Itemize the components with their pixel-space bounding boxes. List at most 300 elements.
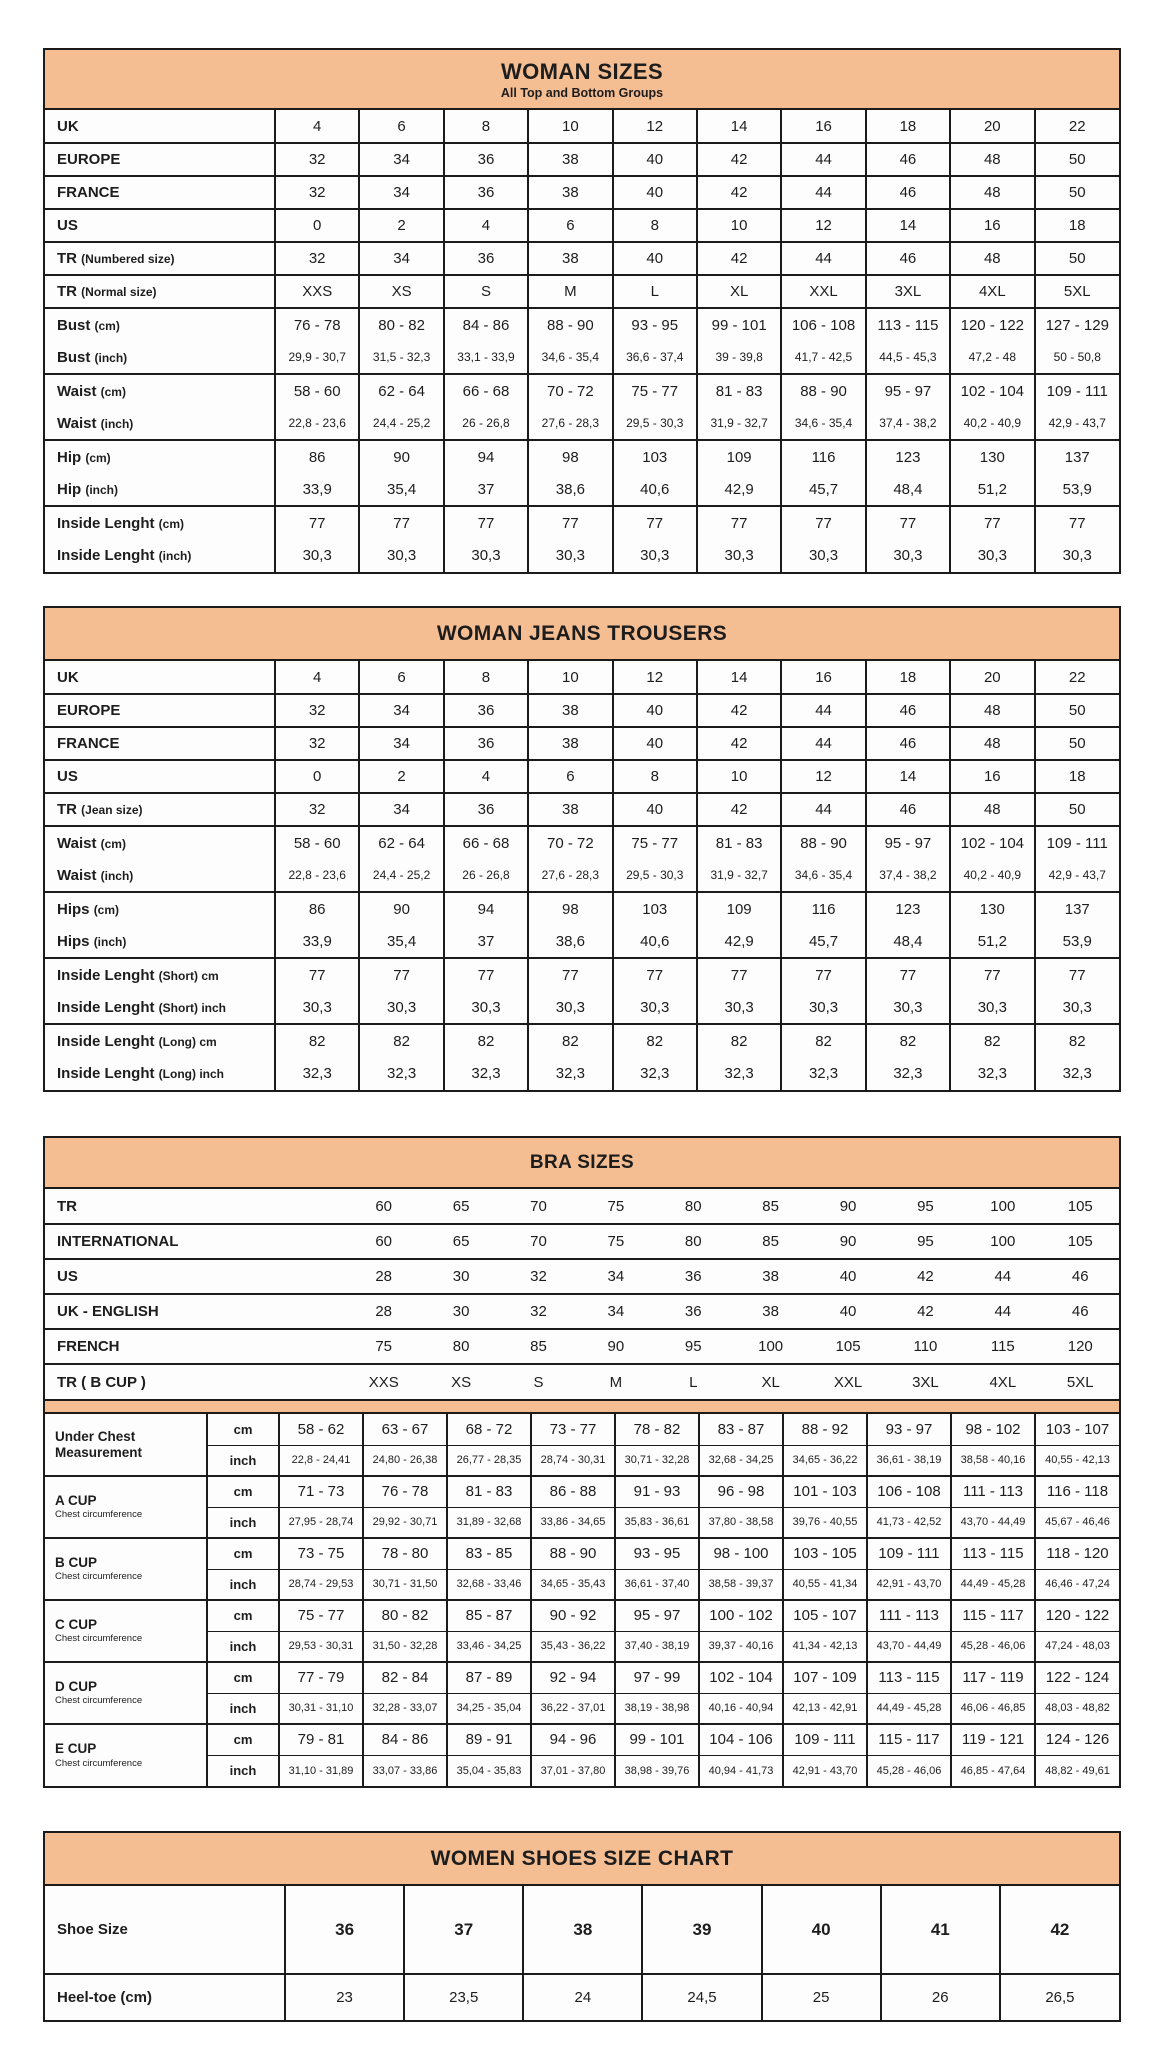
size-value: 48,4 <box>866 925 950 958</box>
row-label <box>45 694 275 727</box>
size-value: 63 - 67 <box>363 1414 447 1445</box>
size-value: 30,3 <box>781 991 865 1024</box>
unit-inch-label: inch <box>207 1507 279 1538</box>
size-value: 40 <box>613 793 697 826</box>
size-value: 32 <box>500 1294 577 1329</box>
size-value: 35,04 - 35,83 <box>447 1755 531 1786</box>
size-value: 137 <box>1035 892 1119 925</box>
size-value: 20 <box>950 110 1034 143</box>
size-value: 60 <box>375 1197 393 1215</box>
size-value: 82 <box>697 1024 781 1057</box>
size-value: 12 <box>613 661 697 694</box>
cup-label-text: C CUP <box>55 1616 98 1632</box>
size-value: 113 - 115 <box>867 1662 951 1693</box>
size-value: 83 - 87 <box>699 1414 783 1445</box>
size-value: 2 <box>359 209 443 242</box>
size-value: 123 <box>866 892 950 925</box>
size-value: 42,9 - 43,7 <box>1035 407 1119 440</box>
woman-sizes-header <box>45 50 1119 110</box>
size-value: 30,3 <box>697 991 781 1024</box>
row-label-text: Shoe Size <box>57 1921 128 1938</box>
size-value: 62 - 64 <box>359 374 443 407</box>
row-label-text: Waist <box>57 414 97 432</box>
size-value: 76 - 78 <box>275 308 359 341</box>
size-value: 93 - 95 <box>613 308 697 341</box>
row-label-text: INTERNATIONAL <box>57 1233 179 1250</box>
size-value: XS <box>422 1364 499 1399</box>
size-value: 77 <box>950 506 1034 539</box>
row-label-text: Inside Lenght <box>57 1032 155 1050</box>
size-value: 30,3 <box>275 991 359 1024</box>
size-value: 77 <box>359 506 443 539</box>
size-value: 47,24 - 48,03 <box>1035 1631 1119 1662</box>
size-value: 35,4 <box>359 925 443 958</box>
size-value: 86 <box>275 440 359 473</box>
size-value: 30,3 <box>444 991 528 1024</box>
row-label-unit: (cm) <box>94 318 120 333</box>
row-label-text: Inside Lenght <box>57 1065 155 1082</box>
table-row <box>45 1600 1119 1631</box>
size-value: 95 - 97 <box>615 1600 699 1631</box>
size-value: 38,6 <box>528 473 612 506</box>
size-value: 44 <box>781 694 865 727</box>
size-value: 33,9 <box>275 925 359 958</box>
table-row <box>45 1024 1119 1057</box>
size-value: 50 <box>1035 242 1119 275</box>
size-value: 26 <box>881 1974 1000 2020</box>
size-value: 27,95 - 28,74 <box>279 1507 363 1538</box>
table-row <box>45 374 1119 407</box>
cup-label-sub: Chest circumference <box>55 1633 143 1645</box>
cup-label <box>45 1600 207 1662</box>
size-value: 50 <box>1035 176 1119 209</box>
size-value: 10 <box>528 661 612 694</box>
row-label <box>45 925 275 958</box>
size-value: 46 <box>866 694 950 727</box>
size-value: 78 - 82 <box>615 1414 699 1445</box>
table-title: WOMAN JEANS TROUSERS <box>436 622 728 645</box>
table-row <box>45 1507 1119 1538</box>
size-value: 32,68 - 33,46 <box>447 1569 531 1600</box>
row-label-text: Inside Lenght <box>57 966 155 984</box>
unit-cm-label: cm <box>207 1662 279 1693</box>
table-title: BRA SIZES <box>529 1152 635 1173</box>
size-value: 29,92 - 30,71 <box>363 1507 447 1538</box>
table-title: WOMEN SHOES SIZE CHART <box>430 1847 734 1870</box>
size-value: 40 <box>613 727 697 760</box>
size-value: 48 <box>950 694 1034 727</box>
size-value: 40,94 - 41,73 <box>699 1755 783 1786</box>
table-row <box>45 1445 1119 1476</box>
size-value: 77 <box>1035 958 1119 991</box>
size-value: 30,3 <box>697 539 781 572</box>
row-label-unit: (Long) inch <box>158 1067 224 1081</box>
size-value: 32,3 <box>866 1057 950 1090</box>
size-value: 119 - 121 <box>951 1724 1035 1755</box>
size-value: 23 <box>285 1974 404 2020</box>
table-row <box>45 1631 1119 1662</box>
size-value: 30,3 <box>528 539 612 572</box>
table-row <box>45 1329 1119 1364</box>
row-label-unit: (inch) <box>100 416 134 431</box>
row-label-text: Hip <box>57 480 82 498</box>
size-value: 10 <box>697 760 781 793</box>
size-value: 120 - 122 <box>950 308 1034 341</box>
size-value: 32,3 <box>444 1057 528 1090</box>
size-value: 33,46 - 34,25 <box>447 1631 531 1662</box>
cup-label <box>45 1414 207 1476</box>
row-label-unit: (cm) <box>85 450 111 465</box>
table-row <box>45 1414 1119 1445</box>
row-label-unit: (inch) <box>94 350 128 365</box>
size-value: 106 - 108 <box>867 1476 951 1507</box>
shoes-grid <box>45 1886 1119 2020</box>
size-value: 98 - 100 <box>699 1538 783 1569</box>
size-value: 78 - 80 <box>363 1538 447 1569</box>
unit-inch-label: inch <box>207 1693 279 1724</box>
size-value: 30 <box>422 1294 499 1329</box>
row-label-unit: (inch) <box>93 934 127 949</box>
size-value: 124 - 126 <box>1035 1724 1119 1755</box>
size-value: 34,65 - 36,22 <box>783 1445 867 1476</box>
size-value: 77 <box>444 958 528 991</box>
size-value: 30,3 <box>613 991 697 1024</box>
size-value: 44 <box>781 793 865 826</box>
row-label <box>45 1224 345 1259</box>
size-value: 18 <box>1035 760 1119 793</box>
size-value: 16 <box>950 760 1034 793</box>
size-value: 38,19 - 38,98 <box>615 1693 699 1724</box>
size-value: 46,46 - 47,24 <box>1035 1569 1119 1600</box>
size-value: 24,4 - 25,2 <box>359 407 443 440</box>
size-value: XXL <box>781 275 865 308</box>
size-value: 45,7 <box>781 473 865 506</box>
row-label <box>45 727 275 760</box>
size-value: 79 - 81 <box>279 1724 363 1755</box>
row-label-text: US <box>57 768 78 785</box>
size-value: 4 <box>444 209 528 242</box>
size-value: 77 <box>697 958 781 991</box>
size-value: 70 <box>500 1224 577 1259</box>
shoes-header <box>45 1833 1119 1886</box>
table-title: WOMAN SIZES <box>500 59 664 84</box>
size-value: 0 <box>275 760 359 793</box>
size-value: 77 <box>613 958 697 991</box>
size-value: 38 <box>528 727 612 760</box>
size-value: 75 <box>345 1329 422 1364</box>
size-value: 88 - 90 <box>531 1538 615 1569</box>
size-value: 16 <box>950 209 1034 242</box>
size-value: 75 <box>577 1224 654 1259</box>
row-label <box>45 341 275 374</box>
size-value: 24,4 - 25,2 <box>359 859 443 892</box>
size-value: 48 <box>950 176 1034 209</box>
size-value: 85 <box>762 1197 779 1215</box>
row-label-text: Bust <box>57 316 91 334</box>
size-value: 90 <box>577 1329 654 1364</box>
size-value: 96 - 98 <box>699 1476 783 1507</box>
size-value: 4 <box>275 661 359 694</box>
size-value: 42,91 - 43,70 <box>867 1569 951 1600</box>
size-value: 104 - 106 <box>699 1724 783 1755</box>
table-row <box>45 440 1119 473</box>
size-value: 6 <box>359 661 443 694</box>
size-value: 95 <box>917 1197 934 1215</box>
size-value: 36 <box>655 1259 732 1294</box>
size-value: 75 - 77 <box>279 1600 363 1631</box>
size-value: 82 <box>359 1024 443 1057</box>
size-value: 4XL <box>964 1364 1041 1399</box>
size-value: L <box>655 1364 732 1399</box>
size-value: 58 - 60 <box>275 374 359 407</box>
size-value: 65 <box>452 1197 470 1215</box>
table-row <box>45 176 1119 209</box>
size-value: 31,50 - 32,28 <box>363 1631 447 1662</box>
size-value: 32,3 <box>950 1057 1034 1090</box>
table-row <box>45 1189 1119 1224</box>
row-label-unit: (Short) inch <box>158 1000 226 1015</box>
size-value: 44 <box>781 727 865 760</box>
size-value: 30,3 <box>444 539 528 572</box>
size-value: 8 <box>613 209 697 242</box>
size-value: 37 <box>404 1886 523 1974</box>
size-value: 8 <box>444 661 528 694</box>
size-value: 25 <box>762 1974 881 2020</box>
table-row <box>45 1057 1119 1090</box>
size-value: 77 <box>1035 506 1119 539</box>
size-value: 53,9 <box>1035 473 1119 506</box>
row-label-text: Inside Lenght <box>57 998 155 1016</box>
size-value: 14 <box>697 661 781 694</box>
size-value: 38,6 <box>528 925 612 958</box>
size-value: 12 <box>613 110 697 143</box>
size-value: 36,22 - 37,01 <box>531 1693 615 1724</box>
row-label-unit: (Short) cm <box>158 968 219 983</box>
size-value: 37,01 - 37,80 <box>531 1755 615 1786</box>
size-value: 31,10 - 31,89 <box>279 1755 363 1786</box>
size-value: 105 <box>809 1329 886 1364</box>
size-value: 45,28 - 46,06 <box>867 1755 951 1786</box>
size-value: 99 - 101 <box>697 308 781 341</box>
cup-label-text: A CUP <box>55 1492 97 1508</box>
row-label-text: EUROPE <box>57 151 121 168</box>
cup-label-text: E CUP <box>55 1741 97 1757</box>
row-label-text: Waist <box>57 866 97 884</box>
size-value: 77 <box>697 506 781 539</box>
size-value: 2 <box>359 760 443 793</box>
size-value: 45,28 - 46,06 <box>951 1631 1035 1662</box>
size-value: 16 <box>781 661 865 694</box>
size-value: 34 <box>359 694 443 727</box>
row-label-text: TR <box>57 1197 77 1215</box>
row-label <box>45 506 275 539</box>
table-row <box>45 727 1119 760</box>
size-value: 28 <box>345 1259 422 1294</box>
size-value: 42,13 - 42,91 <box>783 1693 867 1724</box>
size-value: 5XL <box>1042 1364 1119 1399</box>
size-value: 4XL <box>950 275 1034 308</box>
size-value: 44 <box>781 242 865 275</box>
size-value: 50 - 50,8 <box>1035 341 1119 374</box>
size-value: 36,61 - 38,19 <box>867 1445 951 1476</box>
size-value: 82 <box>528 1024 612 1057</box>
section-divider-band <box>45 1399 1119 1414</box>
size-value: 75 <box>607 1197 625 1215</box>
size-value: 30,3 <box>781 539 865 572</box>
size-value: 93 - 97 <box>867 1414 951 1445</box>
size-value: 45,7 <box>781 925 865 958</box>
size-value: 116 <box>781 892 865 925</box>
size-value: 77 - 79 <box>279 1662 363 1693</box>
size-value: 73 - 75 <box>279 1538 363 1569</box>
size-value: 66 - 68 <box>444 374 528 407</box>
size-value: XXS <box>345 1364 422 1399</box>
size-value: 32,3 <box>359 1057 443 1090</box>
row-label <box>45 859 275 892</box>
size-value: 46 <box>1042 1259 1119 1294</box>
size-value: 38 <box>732 1259 809 1294</box>
size-value: 46 <box>866 727 950 760</box>
size-value: 107 - 109 <box>783 1662 867 1693</box>
size-value: 86 <box>275 892 359 925</box>
row-label-unit: (Normal size) <box>81 285 157 299</box>
table-row <box>45 539 1119 572</box>
size-value: 41,34 - 42,13 <box>783 1631 867 1662</box>
row-label <box>45 892 275 925</box>
size-value: 37 <box>444 473 528 506</box>
table-row <box>45 958 1119 991</box>
table-row <box>45 1693 1119 1724</box>
size-value: 37,40 - 38,19 <box>615 1631 699 1662</box>
size-value: 6 <box>359 110 443 143</box>
table-row <box>45 1724 1119 1755</box>
size-value: 40 <box>809 1259 886 1294</box>
size-value: 70 - 72 <box>528 374 612 407</box>
size-value: 113 - 115 <box>951 1538 1035 1569</box>
size-value: 77 <box>444 506 528 539</box>
row-label <box>45 1259 345 1294</box>
size-value: 44 <box>781 176 865 209</box>
cup-label-text: Under Chest Measurement <box>55 1428 143 1460</box>
unit-inch-label: inch <box>207 1445 279 1476</box>
table-row <box>45 793 1119 826</box>
size-value: 82 <box>275 1024 359 1057</box>
row-label <box>45 1974 285 2020</box>
size-value: 34,6 - 35,4 <box>528 341 612 374</box>
size-value: 115 - 117 <box>951 1600 1035 1631</box>
unit-cm-label: cm <box>207 1600 279 1631</box>
size-value: 47,2 - 48 <box>950 341 1034 374</box>
size-value: 82 <box>444 1024 528 1057</box>
bra-sizes-table <box>43 1136 1121 1788</box>
row-label <box>45 991 275 1024</box>
table-row <box>45 407 1119 440</box>
size-value: 42,9 <box>697 925 781 958</box>
row-label <box>45 1364 345 1399</box>
size-value: 42 <box>697 727 781 760</box>
size-value: 48 <box>950 143 1034 176</box>
size-value: 105 <box>1042 1224 1119 1259</box>
row-label-text: TR ( B CUP ) <box>57 1373 146 1391</box>
row-label-unit: (cm) <box>100 836 126 851</box>
size-value: 34 <box>359 143 443 176</box>
size-value: 50 <box>1035 793 1119 826</box>
bra-sizes-header <box>45 1138 1119 1189</box>
size-value: 40 <box>809 1294 886 1329</box>
size-value: 130 <box>950 440 1034 473</box>
size-value: 77 <box>275 506 359 539</box>
size-value: 123 <box>866 440 950 473</box>
size-value: 34 <box>359 176 443 209</box>
size-value: 39,76 - 40,55 <box>783 1507 867 1538</box>
size-value: 34 <box>577 1259 654 1294</box>
woman-jeans-grid <box>45 661 1119 1090</box>
row-label <box>45 539 275 572</box>
cup-label <box>45 1538 207 1600</box>
table-row <box>45 1294 1119 1329</box>
size-value: 42 <box>1000 1886 1119 1974</box>
row-label-text: Heel-toe (cm) <box>57 1989 153 2006</box>
size-value: 32,28 - 33,07 <box>363 1693 447 1724</box>
table-row <box>45 859 1119 892</box>
size-value: 80 - 82 <box>363 1600 447 1631</box>
size-value: 14 <box>697 110 781 143</box>
size-value: 30,3 <box>1035 539 1119 572</box>
size-value: 29,5 - 30,3 <box>613 407 697 440</box>
size-value: M <box>528 275 612 308</box>
size-value: 82 <box>950 1024 1034 1057</box>
size-value: 75 - 77 <box>613 826 697 859</box>
cup-label-text: D CUP <box>55 1678 98 1694</box>
table-row <box>45 826 1119 859</box>
size-value: 30,3 <box>359 539 443 572</box>
size-value: 82 <box>866 1024 950 1057</box>
row-label <box>45 176 275 209</box>
size-value: 98 <box>528 892 612 925</box>
size-value: 44 <box>964 1294 1041 1329</box>
size-value: 82 <box>781 1024 865 1057</box>
size-value: 77 <box>528 506 612 539</box>
size-value: 42 <box>697 694 781 727</box>
size-value: 39 <box>642 1886 761 1974</box>
table-row <box>45 242 1119 275</box>
size-value: 58 - 60 <box>275 826 359 859</box>
size-value: 46 <box>866 143 950 176</box>
size-value: 32,3 <box>781 1057 865 1090</box>
row-label-text: TR <box>57 283 77 300</box>
size-value: 36 <box>444 242 528 275</box>
size-value: 113 - 115 <box>866 308 950 341</box>
size-value: 5XL <box>1035 275 1119 308</box>
size-value: 29,53 - 30,31 <box>279 1631 363 1662</box>
row-label-text: FRENCH <box>57 1338 120 1355</box>
size-value: 38 <box>528 143 612 176</box>
size-value: 115 <box>964 1329 1041 1364</box>
row-label <box>45 308 275 341</box>
size-value: 42 <box>697 143 781 176</box>
size-value: 36 <box>285 1886 404 1974</box>
size-value: 32 <box>275 727 359 760</box>
size-value: 30,31 - 31,10 <box>279 1693 363 1724</box>
size-value: 38 <box>528 176 612 209</box>
size-value: M <box>577 1364 654 1399</box>
size-value: 73 - 77 <box>531 1414 615 1445</box>
unit-cm-label: cm <box>207 1724 279 1755</box>
size-value: 32 <box>500 1259 577 1294</box>
size-value: 38 <box>528 793 612 826</box>
size-value: 39 - 39,8 <box>697 341 781 374</box>
size-value: 31,9 - 32,7 <box>697 407 781 440</box>
